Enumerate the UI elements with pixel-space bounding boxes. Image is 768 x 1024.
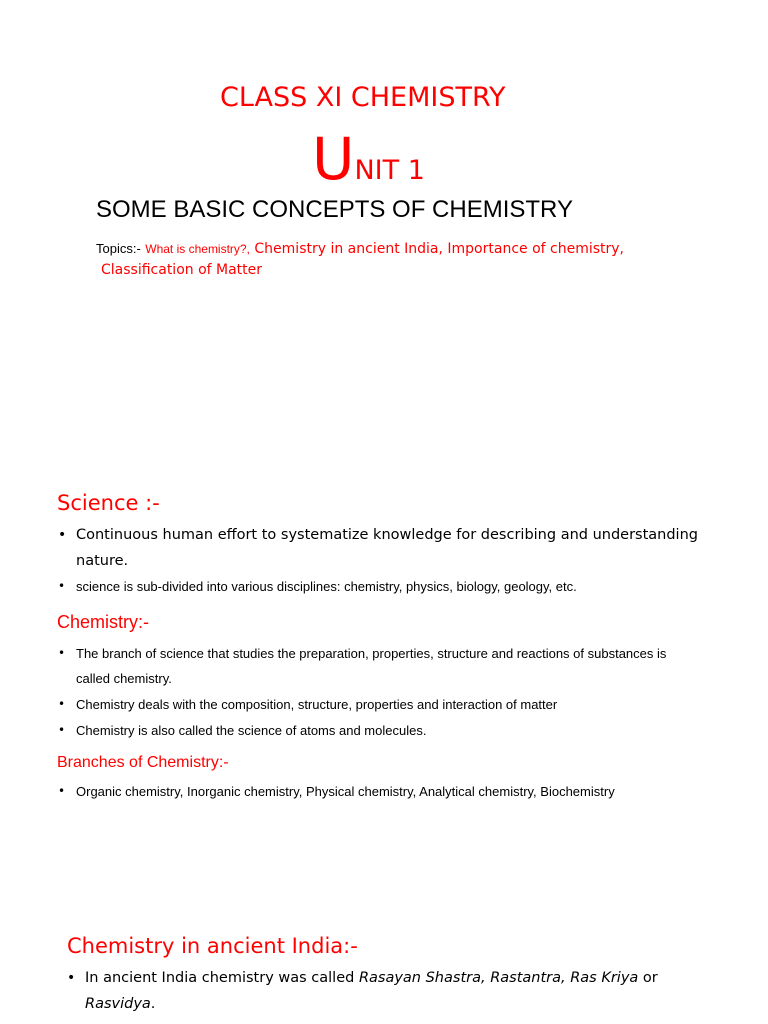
- ancient-india-heading: Chemistry in ancient India:-: [67, 934, 358, 958]
- unit-label: NIT 1: [354, 155, 425, 186]
- unit-heading: [312, 124, 425, 194]
- ancient-bullet-1-line-1: [85, 970, 658, 986]
- branches-bullet-1: Organic chemistry, Inorganic chemistry, Physical chemistry, Analytical chemistry, Biochemistry: [76, 784, 615, 799]
- bullet-dot: •: [58, 784, 66, 798]
- unit-subtitle: SOME BASIC CONCEPTS OF CHEMISTRY: [96, 196, 573, 223]
- science-heading: Science :-: [57, 491, 160, 515]
- topics-label: Topics:-: [96, 241, 141, 256]
- topics-line: [96, 236, 624, 262]
- bullet-dot: •: [58, 527, 67, 543]
- chemistry-bullet-2: Chemistry deals with the composition, structure, properties and interaction of matter: [76, 697, 558, 712]
- bullet-dot: •: [58, 697, 66, 711]
- science-bullet-2: science is sub-divided into various disciplines: chemistry, physics, biology, geology, etc.: [76, 579, 577, 594]
- bullet-dot: •: [58, 723, 66, 737]
- ancient-bullet-text: In ancient India chemistry was called: [85, 970, 359, 986]
- ancient-bullet-1-line-2: [85, 996, 155, 1012]
- ancient-name-rasvidya: Rasvidya: [85, 996, 151, 1012]
- topic-classification: Classification of Matter: [101, 262, 263, 278]
- ancient-names: Rasayan Shastra, Rastantra, Ras Kriya: [358, 970, 639, 986]
- bullet-dot: •: [58, 646, 66, 660]
- chemistry-bullet-1-line-1: The branch of science that studies the preparation, properties, structure and reactions of substances is: [76, 646, 667, 661]
- chemistry-heading: Chemistry:-: [57, 612, 150, 632]
- topic-what-is-chemistry: What is chemistry?,: [145, 242, 250, 256]
- branches-heading: Branches of Chemistry:-: [57, 754, 229, 771]
- class-title: CLASS XI CHEMISTRY: [220, 82, 506, 113]
- topic-ancient-india-importance: Chemistry in ancient India, Importance of chemistry,: [254, 241, 625, 257]
- ancient-period: .: [150, 996, 156, 1012]
- chemistry-bullet-1-line-2: called chemistry.: [76, 671, 172, 686]
- science-bullet-1-line-1: Continuous human effort to systematize knowledge for describing and understanding: [76, 527, 698, 543]
- bullet-dot: •: [58, 579, 66, 593]
- unit-initial: U: [312, 125, 355, 193]
- science-bullet-1-line-2: nature.: [76, 553, 129, 569]
- bullet-dot: •: [67, 970, 76, 986]
- chemistry-bullet-3: Chemistry is also called the science of atoms and molecules.: [76, 723, 427, 738]
- ancient-bullet-or: or: [638, 970, 658, 986]
